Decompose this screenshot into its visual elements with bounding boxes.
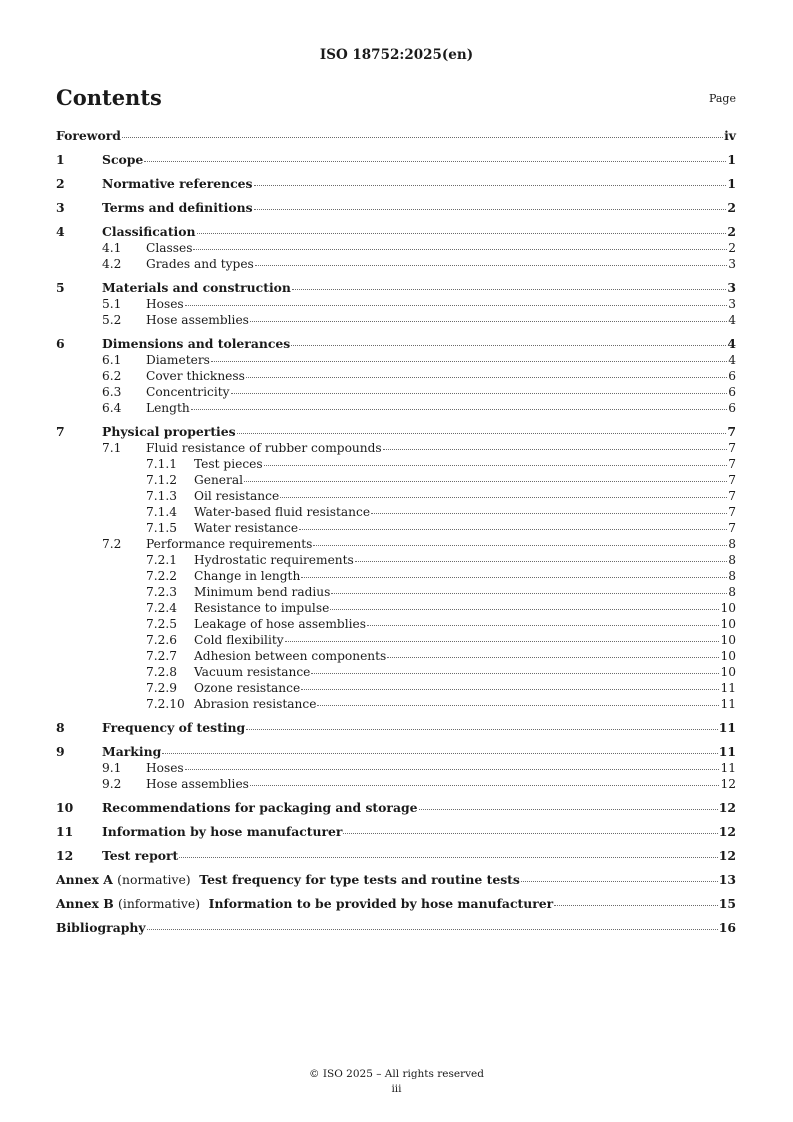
dot-leader <box>246 728 718 730</box>
toc-entry[interactable] <box>56 440 736 456</box>
toc-entry-page: 6 <box>728 369 736 383</box>
toc-entry-page: 7 <box>727 424 736 439</box>
dot-leader <box>122 136 723 138</box>
dot-leader <box>291 344 726 346</box>
dot-leader <box>371 512 727 514</box>
toc-entry[interactable] <box>56 872 736 888</box>
toc-entry-title: Hydrostatic requirements <box>194 553 354 567</box>
toc-entry[interactable] <box>56 200 736 216</box>
toc-entry-title: Oil resistance <box>194 489 280 503</box>
toc-entry[interactable] <box>56 520 736 536</box>
annex-title: Information to be provided by hose manufacturer <box>208 896 554 911</box>
toc-entry-title: Foreword <box>56 128 121 143</box>
toc-entry-title: Dimensions and tolerances <box>102 336 291 351</box>
toc-entry-number: 7.1.1 <box>146 457 178 471</box>
toc-entry-number: 7.2.9 <box>146 681 178 695</box>
toc-entry-page: 7 <box>728 489 736 503</box>
toc-entry-page: 10 <box>720 649 736 663</box>
toc-entry[interactable] <box>56 472 736 488</box>
toc-entry-number: 11 <box>56 824 74 839</box>
toc-entry[interactable] <box>56 384 736 400</box>
dot-leader <box>246 376 727 378</box>
dot-leader <box>367 624 720 626</box>
dot-leader <box>317 704 719 706</box>
toc-entry[interactable] <box>56 800 736 816</box>
toc-entry-page: 3 <box>728 297 736 311</box>
copyright-notice: © ISO 2025 – All rights reserved <box>309 1068 484 1080</box>
toc-entry-page: 4 <box>728 313 736 327</box>
dot-leader <box>255 264 727 266</box>
toc-entry-number: 4.1 <box>102 241 122 255</box>
toc-entry-number: 9.2 <box>102 777 122 791</box>
toc-entry-number: 6.3 <box>102 385 122 399</box>
dot-leader <box>301 576 727 578</box>
toc-entry-title: Resistance to impulse <box>194 601 330 615</box>
toc-entry-title: Scope <box>102 152 144 167</box>
toc-entry-page: 8 <box>728 537 736 551</box>
dot-leader <box>250 320 727 322</box>
toc-entry-number: 7.2.10 <box>146 697 185 711</box>
toc-entry-number: 7.2.1 <box>146 553 178 567</box>
toc-entry-number: 9.1 <box>102 761 122 775</box>
toc-entry[interactable] <box>56 848 736 864</box>
toc-entry-title: Terms and definitions <box>102 200 253 215</box>
toc-entry[interactable] <box>56 664 736 680</box>
dot-leader <box>179 856 717 858</box>
toc-entry[interactable] <box>56 776 736 792</box>
toc-entry-page: 7 <box>728 473 736 487</box>
dot-leader <box>191 408 728 410</box>
toc-entry-page: 8 <box>728 553 736 567</box>
toc-entry-title: Diameters <box>146 353 210 367</box>
dot-leader <box>299 528 727 530</box>
toc-entry-title: Ozone resistance <box>194 681 301 695</box>
toc-entry-title: Leakage of hose assemblies <box>194 617 366 631</box>
toc-entry[interactable] <box>56 312 736 328</box>
toc-entry-page: 11 <box>720 697 736 711</box>
dot-leader <box>331 592 727 594</box>
toc-entry-page: iv <box>724 128 736 143</box>
toc-entry-number: 6.2 <box>102 369 122 383</box>
toc-entry-title: Grades and types <box>146 257 254 271</box>
annex-title: Test frequency for type tests and routine tests <box>199 872 520 887</box>
toc-entry-page: 7 <box>728 457 736 471</box>
toc-entry-number: 5.2 <box>102 313 122 327</box>
toc-entry-title: Classification <box>102 224 196 239</box>
dot-leader <box>343 832 717 834</box>
contents-title: Contents <box>56 85 162 110</box>
toc-entry-title: Physical properties <box>102 424 236 439</box>
toc-entry-number: 7.2.8 <box>146 665 178 679</box>
toc-entry-number: 6 <box>56 336 65 351</box>
toc-entry[interactable] <box>56 240 736 256</box>
toc-entry-number: 10 <box>56 800 74 815</box>
dot-leader <box>521 880 718 882</box>
toc-entry[interactable] <box>56 152 736 168</box>
toc-entry-title: General <box>194 473 243 487</box>
table-of-contents <box>56 128 736 936</box>
dot-leader <box>147 928 718 930</box>
toc-entry-title: Hoses <box>146 761 184 775</box>
toc-entry[interactable] <box>56 256 736 272</box>
toc-entry-number: 7.1.3 <box>146 489 178 503</box>
toc-entry[interactable] <box>56 400 736 416</box>
toc-entry-page: 16 <box>718 920 736 935</box>
toc-entry-title: Water resistance <box>194 521 299 535</box>
toc-entry-number: 7.1.2 <box>146 473 178 487</box>
toc-entry-title: Minimum bend radius <box>194 585 331 599</box>
toc-entry-number: 5.1 <box>102 297 122 311</box>
toc-entry-title: Hose assemblies <box>146 313 249 327</box>
toc-entry-page: 11 <box>718 744 736 759</box>
dot-leader <box>237 432 727 434</box>
toc-entry-number: 7.1.4 <box>146 505 178 519</box>
toc-entry[interactable] <box>56 296 736 312</box>
dot-leader <box>254 184 727 186</box>
toc-entry-page: 4 <box>727 336 736 351</box>
toc-entry-page: 2 <box>727 224 736 239</box>
toc-entry-title: Recommendations for packaging and storage <box>102 800 418 815</box>
toc-entry[interactable] <box>56 720 736 736</box>
dot-leader <box>387 656 719 658</box>
toc-entry-page: 7 <box>728 505 736 519</box>
toc-entry-title: Adhesion between components <box>194 649 387 663</box>
toc-entry-title: Classes <box>146 241 193 255</box>
toc-entry-page: 13 <box>718 872 736 887</box>
toc-entry[interactable] <box>56 744 736 760</box>
page-column-label: Page <box>708 92 736 105</box>
toc-entry-number: 6.4 <box>102 401 122 415</box>
toc-entry-page: 6 <box>728 385 736 399</box>
toc-entry-number: 4 <box>56 224 65 239</box>
toc-entry-title: Hoses <box>146 297 184 311</box>
toc-entry-page: 12 <box>720 777 736 791</box>
toc-entry-number: 7.1 <box>102 441 122 455</box>
dot-leader <box>264 464 728 466</box>
toc-entry-title: Performance requirements <box>146 537 313 551</box>
dot-leader <box>185 768 720 770</box>
toc-entry-title <box>56 896 553 912</box>
toc-entry-title: Information by hose manufacturer <box>102 824 343 839</box>
toc-entry-page: 11 <box>720 761 736 775</box>
toc-entry[interactable] <box>56 128 736 144</box>
toc-entry-title: Length <box>146 401 190 415</box>
dot-leader <box>144 160 726 162</box>
toc-entry[interactable] <box>56 488 736 504</box>
toc-entry-page: 7 <box>728 441 736 455</box>
toc-entry-number: 7.2.7 <box>146 649 178 663</box>
toc-entry[interactable] <box>56 896 736 912</box>
toc-entry-number: 5 <box>56 280 65 295</box>
toc-entry-number: 9 <box>56 744 65 759</box>
toc-entry-title: Vacuum resistance <box>194 665 311 679</box>
toc-entry-page: 10 <box>720 633 736 647</box>
dot-leader <box>292 288 726 290</box>
toc-entry[interactable] <box>56 568 736 584</box>
toc-entry[interactable] <box>56 536 736 552</box>
dot-leader <box>313 544 727 546</box>
toc-entry-title: Test pieces <box>194 457 263 471</box>
toc-entry[interactable] <box>56 680 736 696</box>
toc-entry-page: 3 <box>727 280 736 295</box>
annex-type-note: (normative) <box>117 872 191 887</box>
toc-entry-number: 8 <box>56 720 65 735</box>
toc-entry-page: 10 <box>720 601 736 615</box>
dot-leader <box>330 608 719 610</box>
toc-entry-page: 12 <box>718 800 736 815</box>
toc-entry-number: 7.2 <box>102 537 122 551</box>
toc-entry-number: 7.2.4 <box>146 601 178 615</box>
toc-entry-page: 7 <box>728 521 736 535</box>
toc-entry[interactable] <box>56 920 736 936</box>
toc-entry-title: Abrasion resistance <box>194 697 317 711</box>
toc-entry-title: Cold flexibility <box>194 633 284 647</box>
toc-entry[interactable] <box>56 224 736 240</box>
toc-entry-title: Change in length <box>194 569 301 583</box>
annex-label: Annex A <box>56 872 113 887</box>
toc-entry-page: 6 <box>728 401 736 415</box>
toc-entry[interactable] <box>56 368 736 384</box>
dot-leader <box>285 640 720 642</box>
toc-entry[interactable] <box>56 456 736 472</box>
toc-entry-page: 2 <box>727 200 736 215</box>
toc-entry-page: 11 <box>718 720 736 735</box>
toc-entry-number: 6.1 <box>102 353 122 367</box>
toc-entry[interactable] <box>56 648 736 664</box>
dot-leader <box>355 560 727 562</box>
toc-entry-title: Hose assemblies <box>146 777 249 791</box>
dot-leader <box>301 688 719 690</box>
toc-entry-number: 3 <box>56 200 65 215</box>
toc-entry[interactable] <box>56 696 736 712</box>
toc-entry-number: 7.1.5 <box>146 521 178 535</box>
toc-entry[interactable] <box>56 760 736 776</box>
toc-entry[interactable] <box>56 616 736 632</box>
page-number: iii <box>391 1083 402 1095</box>
toc-entry-title: Water-based fluid resistance <box>194 505 371 519</box>
toc-entry-number: 7.2.6 <box>146 633 178 647</box>
document-header: ISO 18752:2025(en) <box>319 47 474 63</box>
toc-entry[interactable] <box>56 424 736 440</box>
toc-entry[interactable] <box>56 352 736 368</box>
toc-entry-number: 7 <box>56 424 65 439</box>
toc-entry-title: Normative references <box>102 176 253 191</box>
toc-entry-page: 10 <box>720 665 736 679</box>
dot-leader <box>280 496 727 498</box>
dot-leader <box>554 904 718 906</box>
toc-entry[interactable] <box>56 504 736 520</box>
toc-entry-page: 8 <box>728 585 736 599</box>
toc-entry-number: 7.2.5 <box>146 617 178 631</box>
toc-entry-number: 12 <box>56 848 74 863</box>
toc-entry-title: Test report <box>102 848 179 863</box>
dot-leader <box>162 752 718 754</box>
dot-leader <box>197 232 727 234</box>
toc-entry-title <box>56 872 520 888</box>
toc-entry-page: 2 <box>728 241 736 255</box>
page-footer <box>0 1067 793 1097</box>
toc-entry-page: 12 <box>718 824 736 839</box>
toc-entry-number: 7.2.2 <box>146 569 178 583</box>
toc-entry[interactable] <box>56 336 736 352</box>
dot-leader <box>185 304 728 306</box>
toc-entry-page: 10 <box>720 617 736 631</box>
dot-leader <box>193 248 727 250</box>
toc-entry[interactable] <box>56 584 736 600</box>
dot-leader <box>383 448 728 450</box>
toc-entry[interactable] <box>56 552 736 568</box>
toc-entry-title: Frequency of testing <box>102 720 246 735</box>
toc-entry-page: 1 <box>727 176 736 191</box>
dot-leader <box>231 392 728 394</box>
toc-entry[interactable] <box>56 176 736 192</box>
dot-leader <box>211 360 727 362</box>
toc-entry-page: 3 <box>728 257 736 271</box>
toc-entry-number: 2 <box>56 176 65 191</box>
toc-entry[interactable] <box>56 824 736 840</box>
toc-entry-number: 1 <box>56 152 65 167</box>
toc-entry-title: Bibliography <box>56 920 146 935</box>
toc-entry-page: 1 <box>727 152 736 167</box>
toc-entry-title: Cover thickness <box>146 369 245 383</box>
dot-leader <box>419 808 718 810</box>
dot-leader <box>254 208 727 210</box>
toc-entry-page: 12 <box>718 848 736 863</box>
toc-entry[interactable] <box>56 280 736 296</box>
toc-entry-page: 4 <box>728 353 736 367</box>
dot-leader <box>244 480 727 482</box>
toc-entry-page: 15 <box>718 896 736 911</box>
toc-entry-page: 8 <box>728 569 736 583</box>
toc-entry-title: Fluid resistance of rubber compounds <box>146 441 382 455</box>
toc-entry[interactable] <box>56 632 736 648</box>
toc-entry-number: 4.2 <box>102 257 122 271</box>
annex-type-note: (informative) <box>118 896 201 911</box>
toc-entry-title: Materials and construction <box>102 280 291 295</box>
toc-entry-page: 11 <box>720 681 736 695</box>
toc-entry-title: Concentricity <box>146 385 230 399</box>
annex-label: Annex B <box>56 896 114 911</box>
dot-leader <box>311 672 719 674</box>
toc-entry-title: Marking <box>102 744 162 759</box>
toc-entry-number: 7.2.3 <box>146 585 178 599</box>
toc-entry[interactable] <box>56 600 736 616</box>
dot-leader <box>250 784 720 786</box>
